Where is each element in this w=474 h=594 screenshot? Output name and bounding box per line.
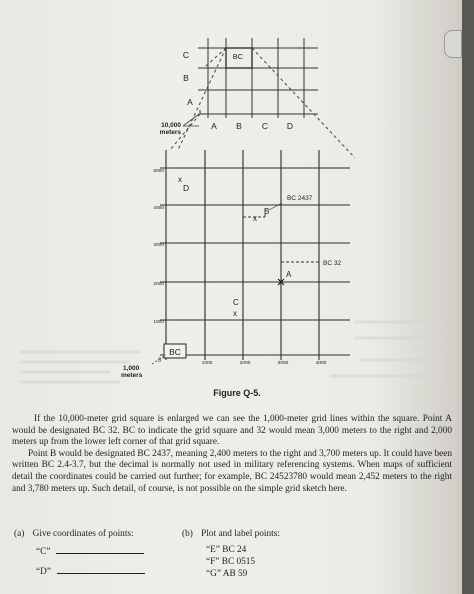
top-square-label: BC <box>232 52 244 61</box>
question-b-item-g: “G” AB 59 <box>206 569 248 579</box>
paragraph-1: If the 10,000-meter grid square is enlarged we can see the 1,000-meter grid lines within the square. Point A would be designated BC 32. BC to indicate the grid square and 32 would mean 3,000 meters to the right and 2,000 meters up from the lower left corner of that grid square. <box>12 414 452 448</box>
corner-bc-label: BC <box>169 347 181 357</box>
point-a-label: A <box>286 270 292 279</box>
top-row-label-c: C <box>182 50 190 60</box>
bc2437-leader <box>269 203 282 210</box>
bottom-grid <box>160 150 350 360</box>
bottom-scale-label: 1,000 <box>123 365 140 372</box>
question-a-item-d: “D” <box>36 567 51 577</box>
top-row-label-a: A <box>187 97 193 107</box>
question-a-item-c: “C” <box>36 547 51 557</box>
projection-lines <box>170 48 355 158</box>
top-scale-unit: meters <box>159 129 181 136</box>
top-col-label-d: D <box>286 121 294 131</box>
point-c-mark: x <box>233 309 237 318</box>
y-tick-4000: 4000 <box>153 206 164 211</box>
paragraph-2: Point B would be designated BC 2437, meaning 2,400 meters to the right and 3,700 meters up. It could have been written BC 2.4-3.7, but the decimal is normally not used in military referencing systems. When maps of sufficient detail the coordinates could be carried out further; for example, BC 24523780 would mean 2,452 meters to the right and 3,780 meters up. Such detail, of course, is not possible on the simple grid sketch here. <box>12 448 452 494</box>
point-c-label: C <box>233 298 239 307</box>
question-b-item-f: “F” BC 0515 <box>206 557 256 567</box>
y-tick-5000: 5000 <box>153 169 164 174</box>
top-col-label-b: B <box>236 121 242 131</box>
top-col-label-a: A <box>211 121 217 131</box>
y-tick-2000: 2000 <box>153 282 164 287</box>
answer-blank-d[interactable] <box>57 565 145 574</box>
top-row-label-b: B <box>183 73 189 83</box>
bleed-through-text <box>20 322 445 382</box>
figure-caption: Figure Q-5. <box>213 388 261 398</box>
question-a-label: (a) <box>14 529 25 539</box>
x-tick-2000: 2000 <box>239 361 251 366</box>
question-b-item-e: “E” BC 24 <box>206 545 247 555</box>
label-bc-2437: BC 2437 <box>287 195 313 202</box>
y-tick-3000: 3000 <box>153 243 164 248</box>
point-d-label: D <box>183 183 190 193</box>
x-tick-3000: 3000 <box>277 361 289 366</box>
question-b-label: (b) <box>182 529 193 539</box>
top-scale-label: 10,000 <box>161 122 181 129</box>
x-tick-4000: 4000 <box>315 361 327 366</box>
bottom-scale-unit: meters <box>121 372 143 379</box>
x-tick-1000: 1000 <box>201 361 213 366</box>
body-text <box>12 414 452 495</box>
origin-label: 0 <box>158 358 162 364</box>
label-bc-32: BC 32 <box>323 260 342 267</box>
top-grid <box>198 38 318 118</box>
answer-blank-c[interactable] <box>56 545 144 554</box>
question-b-title: Plot and label points: <box>201 529 280 539</box>
point-b-label: B <box>264 207 270 216</box>
question-a-title: Give coordinates of points: <box>32 529 134 539</box>
point-b-mark: x <box>253 214 257 223</box>
y-tick-1000: 1000 <box>153 320 164 325</box>
point-d-mark: x <box>178 175 182 184</box>
top-col-label-c: C <box>261 121 269 131</box>
